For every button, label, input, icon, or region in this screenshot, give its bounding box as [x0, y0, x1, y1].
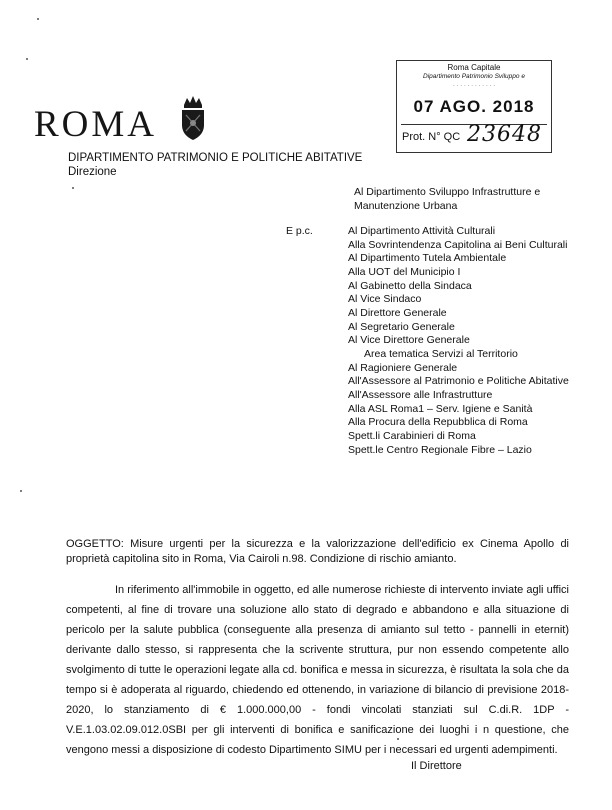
cc-item: Spett.li Carabinieri di Roma	[348, 429, 476, 442]
stamp-entity: Roma Capitale	[447, 63, 501, 72]
signature: Il Direttore	[411, 760, 462, 772]
protocol-stamp	[396, 60, 552, 153]
body-paragraph: In riferimento all'immobile in oggetto, ed alle numerose richieste di intervento inviate agli uffici competenti, al fine di trovare una soluzione allo stato di degrado e abbandono e alla situazione di pericolo per la salute pubblica (conseguente alla presenza di amianto sul tetto - pannelli in eternit) derivante dallo stesso, si rappresenta che la scrivente struttura, pur non essendo competente allo svolgimento di tutte le operazioni legate alla cd. bonifica e messa in sicurezza, è risultata la sola che da tempo si è adoperata al riguardo, chiedendo ed ottenendo, in variazione di bilancio di previsione 2018-2020, lo stanziamento di € 1.000.000,00 - fondi vincolati stanziati sul C.di.R. 1DP - V.E.1.03.02.09.012.0SBI per gli interventi di bonifica e sanificazione dei luoghi i n questione, che vengono messi a disposizione di codesto Dipartimento SIMU per i necessari ed urgenti adempimenti.	[66, 584, 569, 756]
cc-item: Alla Procura della Repubblica di Roma	[348, 416, 528, 429]
cc-item: Al Vice Direttore Generale	[348, 334, 470, 347]
scan-speck	[37, 18, 39, 20]
department-name: DIPARTIMENTO PATRIMONIO E POLITICHE ABITATIVE	[68, 152, 363, 164]
cc-item: Alla UOT del Municipio I	[348, 265, 461, 278]
division-name: Direzione	[68, 166, 117, 178]
scan-speck	[20, 490, 22, 492]
recipient-line: Manutenzione Urbana	[354, 199, 458, 212]
roma-logo: ROMA	[34, 104, 158, 145]
sender-block	[68, 151, 362, 179]
cc-item: Al Dipartimento Tutela Ambientale	[348, 252, 507, 265]
stamp-department-cont: · · · · · · · · · · · ·	[452, 83, 496, 89]
scan-speck	[397, 738, 399, 740]
stamp-department: Dipartimento Patrimonio Sviluppo e	[423, 73, 525, 80]
stamp-date: 07 AGO. 2018	[413, 97, 535, 116]
cc-item: Al Vice Sindaco	[348, 293, 422, 306]
stamp-protocol-label: Prot. N° QC	[402, 131, 461, 143]
recipient-line: Al Dipartimento Sviluppo Infrastrutture e	[354, 186, 541, 198]
scan-speck	[26, 58, 28, 60]
cc-item: Al Segretario Generale	[348, 320, 455, 333]
coat-of-arms-icon	[178, 95, 208, 141]
cc-item: Spett.le Centro Regionale Fibre – Lazio	[348, 443, 532, 456]
cc-item: Al Dipartimento Attività Culturali	[348, 225, 496, 237]
epc-label: E p.c.	[286, 225, 313, 237]
cc-item: Al Direttore Generale	[348, 306, 447, 319]
cc-item: Al Gabinetto della Sindaca	[348, 279, 472, 292]
cc-item: All'Assessore alle Infrastrutture	[348, 388, 493, 401]
main-recipient	[354, 186, 540, 213]
subject-label: OGGETTO:	[66, 538, 124, 550]
scan-speck	[72, 187, 74, 189]
cc-item: Alla Sovrintendenza Capitolina ai Beni Culturali	[348, 238, 568, 251]
cc-list	[348, 225, 569, 457]
cc-item: Area tematica Servizi al Territorio	[364, 347, 518, 360]
cc-item: All'Assessore al Patrimonio e Politiche Abitative	[348, 375, 569, 388]
cc-item: Alla ASL Roma1 – Serv. Igiene e Sanità	[348, 402, 533, 415]
stamp-protocol-number: 23648	[467, 122, 542, 147]
subject-paragraph	[66, 537, 569, 566]
cc-item: Al Ragioniere Generale	[348, 361, 458, 374]
subject-text: Misure urgenti per la sicurezza e la valorizzazione dell'edificio ex Cinema Apollo di proprietà capitolina sito in Roma, Via Cairoli n.98. Condizione di rischio amianto.	[66, 538, 569, 565]
